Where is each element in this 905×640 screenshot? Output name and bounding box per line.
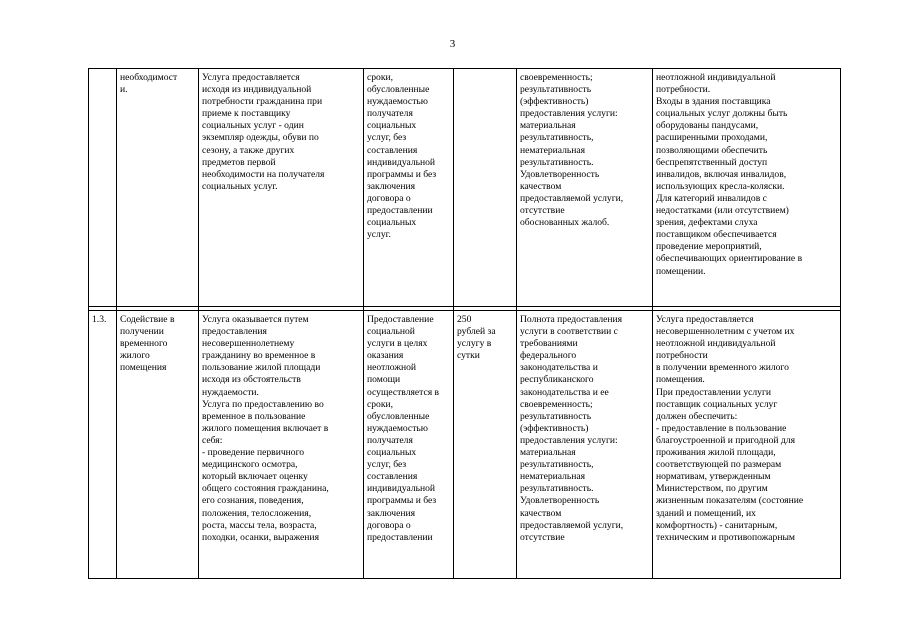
cell-num: 1.3. <box>89 311 117 579</box>
cell-service-name: Содействие в получении временного жилого помещения <box>117 311 199 579</box>
cell-num <box>89 69 117 307</box>
cell-service-name: необходимост и. <box>117 69 199 307</box>
cell-timing: Предоставление социальной услуги в целях оказания неотложной помощи осуществляется в сроки, обусловленные нуждаемостью получателя социальных услуг, без составления индивидуальной программы и без заключения договора о предоставлении <box>364 311 454 579</box>
cell-conditions: Услуга предоставляется несовершеннолетним с учетом их неотложной индивидуальной потребности в получении временного жилого помещения. При предоставлении услуги поставщик социальных услуг должен обеспечить: - предоставление в пользование благоустроенной и пригодной для проживания жилой площади, соответствующей по размерам нормативам, утвержденным Министерством, по другим жизненным показателям (состояние зданий и помещений, их комфортность) - санитарным, техническим и противопожарным <box>653 311 841 579</box>
cell-quality: Полнота предоставления услуги в соответствии с требованиями федерального законодательства и республиканского законодательства и ее своевременность; результативность (эффективность) предоставления услуги: материальная результативность, нематериальная результативность. Удовлетворенность качеством предоставляемой услуги, отсутствие <box>517 311 653 579</box>
services-table <box>88 68 841 579</box>
cell-description: Услуга оказывается путем предоставления несовершеннолетнему гражданину во временное в пользование жилой площади исходя из обстоятельств нуждаемости. Услуга по предоставлению во временное в пользование жилого помещения включает в себя: - проведение первичного медицинского осмотра, который включает оценку общего состояния гражданина, его сознания, поведения, положения, телосложения, роста, массы тела, возраста, походки, осанки, выражения <box>199 311 364 579</box>
cell-price: 250 рублей за услугу в сутки <box>454 311 517 579</box>
cell-description: Услуга предоставляется исходя из индивидуальной потребности гражданина при приеме к поставщику социальных услуг - один экземпляр одежды, обуви по сезону, а также других предметов первой необходимости на получателя социальных услуг. <box>199 69 364 307</box>
cell-timing: сроки, обусловленные нуждаемостью получателя социальных услуг, без составления индивидуальной программы и без заключения договора о предоставлении социальных услуг. <box>364 69 454 307</box>
page-number: 3 <box>449 38 456 50</box>
cell-quality: своевременность; результативность (эффективность) предоставления услуги: материальная результативность, нематериальная результативность. Удовлетворенность качеством предоставляемой услуги, отсутствие обоснованных жалоб. <box>517 69 653 307</box>
cell-price <box>454 69 517 307</box>
table-row <box>89 311 841 579</box>
cell-conditions: неотложной индивидуальной потребности. Входы в здания поставщика социальных услуг должны быть оборудованы пандусами, расширенными проходами, позволяющими обеспечить беспрепятственный доступ инвалидов, включая инвалидов, использующих кресла-коляски. Для категорий инвалидов с недостатками (или отсутствием) зрения, дефектами слуха поставщиком обеспечивается проведение мероприятий, обеспечивающих ориентирование в помещении. <box>653 69 841 307</box>
table-row <box>89 69 841 307</box>
